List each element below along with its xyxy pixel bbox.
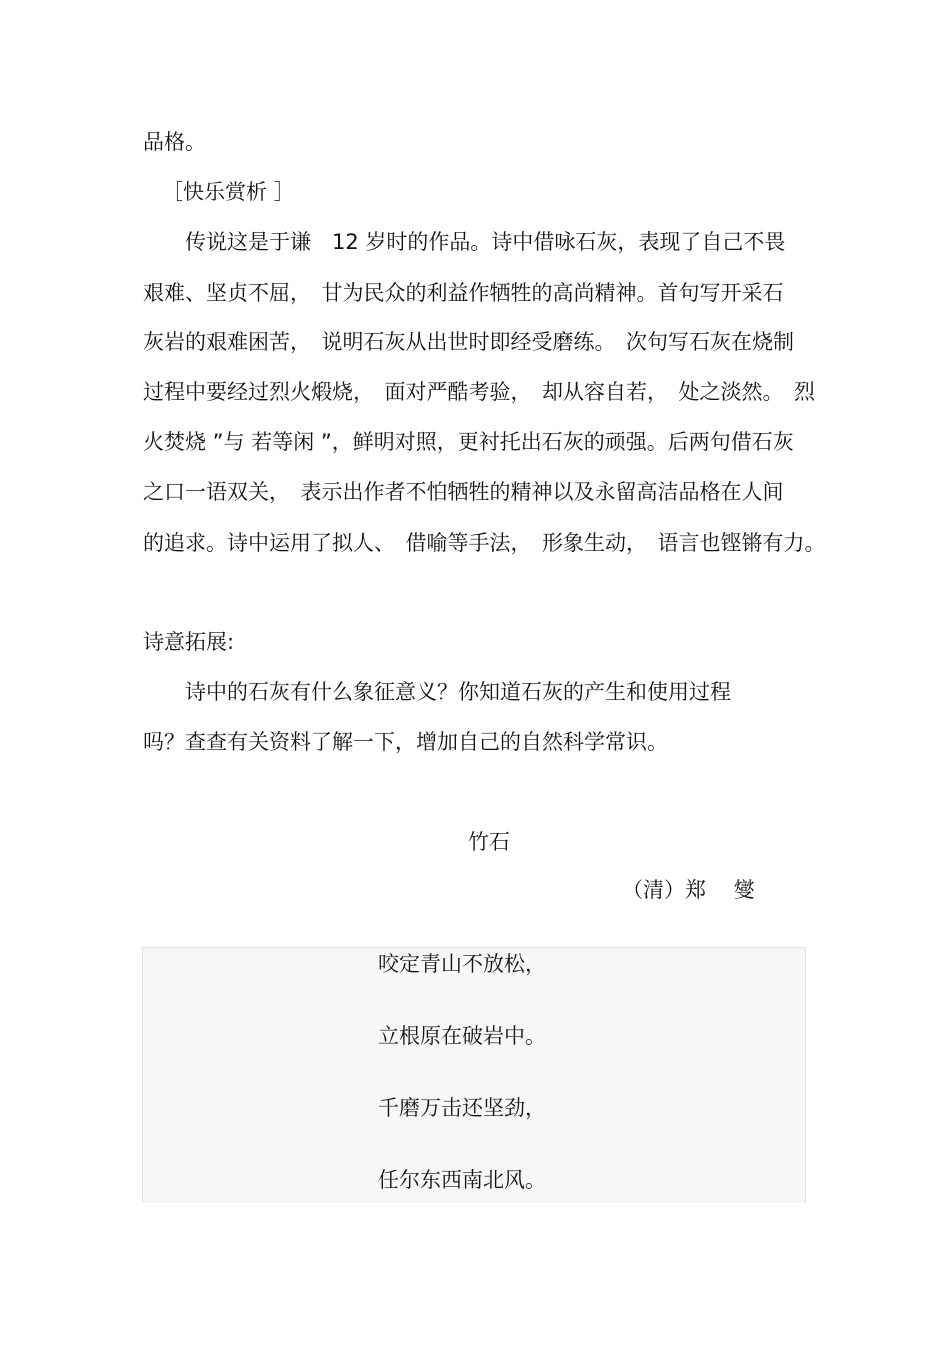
paragraph-line: 火焚烧 ”与 若等闲 ”，鲜明对照，更衬托出石灰的顽强。后两句借石灰 (143, 430, 794, 454)
paragraph-line: 的追求。诗中运用了拟人、 借喻等手法， 形象生动， 语言也铿锵有力。 (143, 531, 826, 555)
paragraph-line: 过程中要经过烈火煅烧， 面对严酷考验， 却从容自若， 处之淡然。 烈 (143, 380, 815, 404)
poem-box (142, 947, 806, 1203)
poem-line: 立根原在破岩中。 (378, 1024, 546, 1048)
poem-line: 咬定青山不放松， (378, 952, 546, 976)
paragraph-line: 品格。 (143, 130, 206, 154)
section-heading-kuaile-shangxi: ［快乐赏析 ］ (162, 180, 295, 204)
paragraph-line: 艰难、坚贞不屈， 甘为民众的利益作牺牲的高尚精神。首句写开采石 (143, 281, 784, 305)
paragraph-line: 之口一语双关， 表示出作者不怕牺牲的精神以及永留高洁品格在人间 (143, 480, 784, 504)
paragraph-line: 诗中的石灰有什么象征意义？你知道石灰的产生和使用过程 (143, 680, 731, 704)
poem-title: 竹石 (468, 830, 510, 854)
poem-author: （清）郑 燮 (622, 878, 755, 902)
paragraph-line: 吗？查查有关资料了解一下，增加自己的自然科学常识。 (143, 730, 668, 754)
section-heading-shiyi-tuozhan: 诗意拓展: (143, 630, 235, 654)
paragraph-line: 传说这是于谦 12 岁时的作品。诗中借咏石灰，表现了自己不畏 (143, 230, 786, 254)
paragraph-line: 灰岩的艰难困苦， 说明石灰从出世时即经受磨练。 次句写石灰在烧制 (143, 330, 794, 354)
poem-line: 任尔东西南北风。 (378, 1168, 546, 1192)
poem-line: 千磨万击还坚劲， (378, 1096, 546, 1120)
